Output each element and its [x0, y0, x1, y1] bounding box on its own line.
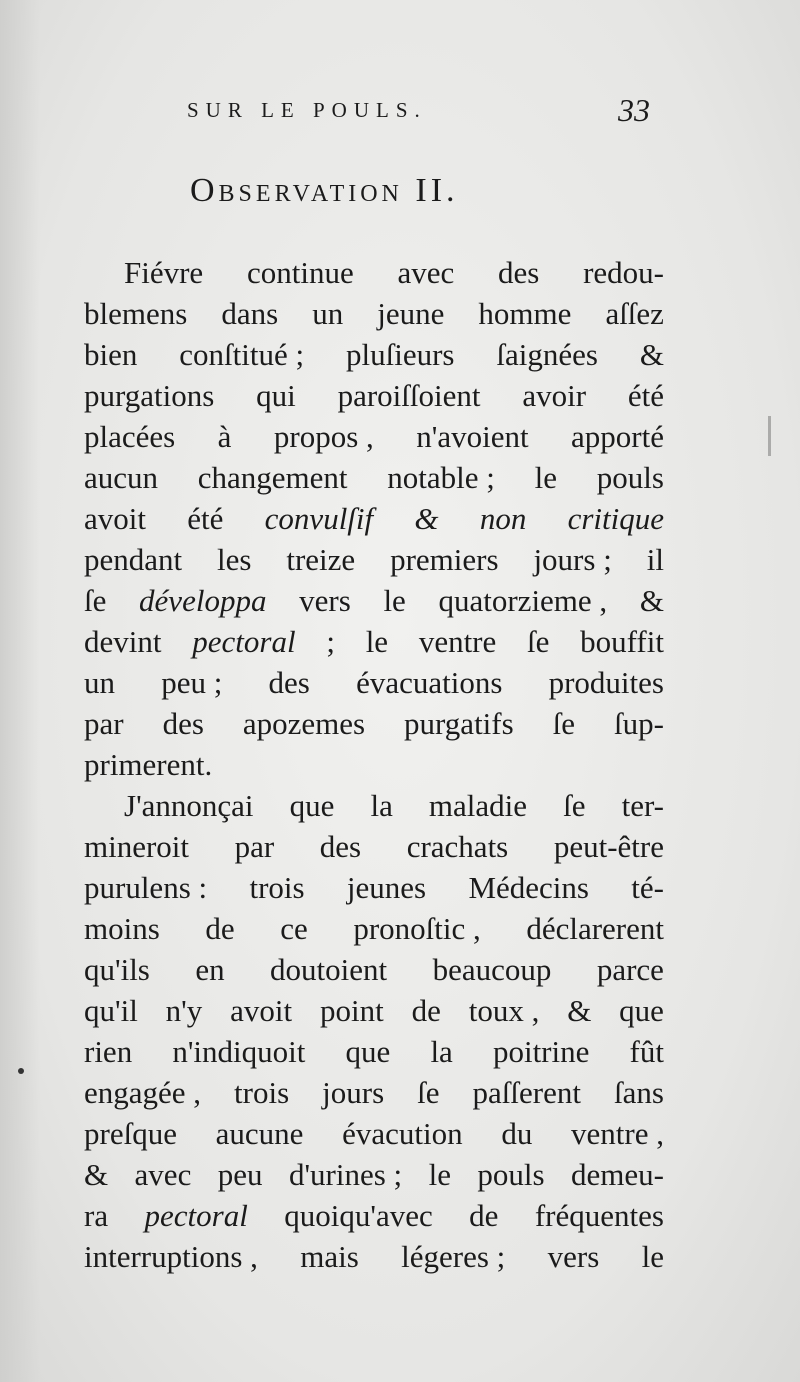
word: ventre	[418, 624, 497, 659]
text-line	[84, 990, 664, 1031]
word: notable ;	[387, 460, 495, 495]
word: qui	[256, 378, 296, 413]
text-line	[84, 498, 664, 539]
word: premiers	[390, 542, 499, 577]
word: évacuations	[356, 665, 503, 700]
word: &	[639, 337, 664, 372]
word: purgatifs	[404, 706, 514, 741]
word: changement	[197, 460, 348, 495]
word: preſque	[84, 1116, 177, 1151]
word: jeunes	[346, 870, 427, 905]
word: trois	[234, 1075, 290, 1110]
body-text	[84, 252, 664, 1277]
word: &	[84, 1157, 109, 1192]
word: apporté	[571, 419, 664, 454]
word: des	[319, 829, 362, 864]
text-line	[84, 785, 664, 826]
word: &	[639, 583, 664, 618]
text-line	[84, 1236, 664, 1277]
word: devint	[84, 624, 162, 659]
word: demeu-	[570, 1157, 664, 1192]
word: engagée ,	[84, 1075, 202, 1110]
text-line	[84, 1195, 664, 1236]
word: trois	[249, 870, 305, 905]
text-line	[84, 457, 664, 498]
word: avec	[397, 255, 455, 290]
word: aſſez	[605, 296, 664, 331]
word: homme	[478, 296, 572, 331]
word: pronoſtic ,	[353, 911, 481, 946]
word: paroiſſoient	[337, 378, 481, 413]
word: apozemes	[242, 706, 366, 741]
word: de	[469, 1198, 499, 1233]
word: vers	[299, 583, 351, 618]
text-line	[84, 826, 664, 867]
word: fréquentes	[534, 1198, 664, 1233]
word: que	[345, 1034, 391, 1069]
word: qu'il	[84, 993, 138, 1028]
word: propos ,	[273, 419, 374, 454]
word: té-	[631, 870, 664, 905]
word: peut-être	[553, 829, 664, 864]
text-line	[84, 744, 664, 785]
word: dans	[221, 296, 279, 331]
word: parce	[596, 952, 664, 987]
text-line	[84, 1113, 664, 1154]
word: mineroit	[84, 829, 190, 864]
word: ſe	[563, 788, 586, 823]
word: développa	[139, 583, 267, 618]
word: ſup-	[614, 706, 664, 741]
word: que	[619, 993, 664, 1028]
word: treize	[286, 542, 356, 577]
word: continue	[246, 255, 354, 290]
word: le	[534, 460, 558, 495]
text-line	[84, 621, 664, 662]
word: purulens :	[84, 870, 208, 905]
word: convulſif	[264, 501, 374, 536]
text-line	[84, 867, 664, 908]
word: du	[501, 1116, 533, 1151]
word: Médecins	[468, 870, 589, 905]
text-line	[84, 1031, 664, 1072]
word: des	[497, 255, 540, 290]
word: la	[370, 788, 393, 823]
word: produites	[548, 665, 664, 700]
word: quoiqu'avec	[284, 1198, 433, 1233]
word: ;	[326, 624, 335, 659]
word: il	[646, 542, 664, 577]
word: par	[84, 706, 124, 741]
word: ter-	[621, 788, 664, 823]
word: &	[414, 501, 439, 536]
word: en	[195, 952, 225, 987]
text-line	[84, 662, 664, 703]
word: des	[268, 665, 310, 700]
word: pouls	[596, 460, 664, 495]
word: avoir	[522, 378, 587, 413]
word: n'indiquoit	[172, 1034, 306, 1069]
word: primerent.	[84, 747, 213, 782]
word: déclarerent	[526, 911, 664, 946]
word: doutoient	[270, 952, 388, 987]
word: ſans	[614, 1075, 664, 1110]
word: pectoral	[192, 624, 296, 659]
word: ce	[280, 911, 308, 946]
word: bien	[84, 337, 138, 372]
word: conſtitué ;	[179, 337, 305, 372]
word: critique	[567, 501, 664, 536]
page-number: 33	[618, 92, 650, 128]
word: ſe	[527, 624, 550, 659]
word: ſaignées	[496, 337, 598, 372]
word: le	[428, 1157, 451, 1192]
word: à	[217, 419, 232, 454]
word: d'urines ;	[288, 1157, 403, 1192]
text-line	[84, 580, 664, 621]
word: quatorzieme ,	[438, 583, 608, 618]
word: les	[217, 542, 252, 577]
word: été	[627, 378, 664, 413]
word: avec	[134, 1157, 192, 1192]
word: pendant	[84, 542, 183, 577]
word: pluſieurs	[346, 337, 455, 372]
word: été	[187, 501, 224, 536]
word: maladie	[428, 788, 528, 823]
word: des	[162, 706, 204, 741]
word: pouls	[477, 1157, 545, 1192]
section-title: Observation II.	[190, 172, 459, 209]
text-line	[84, 375, 664, 416]
margin-mark	[768, 416, 771, 456]
word: ſe	[84, 583, 107, 618]
word: paſſerent	[472, 1075, 581, 1110]
word: pectoral	[144, 1198, 248, 1233]
word: poitrine	[492, 1034, 590, 1069]
word: bouffit	[580, 624, 664, 659]
word: aucune	[215, 1116, 304, 1151]
word: jours ;	[533, 542, 612, 577]
word: toux ,	[468, 993, 540, 1028]
word: légeres ;	[401, 1239, 506, 1274]
word: mais	[300, 1239, 359, 1274]
word: beaucoup	[432, 952, 552, 987]
text-line	[84, 252, 664, 293]
text-line	[84, 949, 664, 990]
word: n'avoient	[416, 419, 529, 454]
word: peu	[217, 1157, 263, 1192]
word: &	[567, 993, 592, 1028]
word: ventre ,	[571, 1116, 664, 1151]
word: rien	[84, 1034, 133, 1069]
text-line	[84, 539, 664, 580]
word: fût	[629, 1034, 664, 1069]
word: point	[319, 993, 384, 1028]
running-title: SUR LE POULS.	[187, 98, 427, 122]
text-line	[84, 1072, 664, 1113]
word: non	[479, 501, 527, 536]
word: redou-	[583, 255, 664, 290]
word: ſe	[417, 1075, 440, 1110]
word: J'annonçai	[124, 788, 254, 823]
word: crachats	[406, 829, 509, 864]
word: blemens	[84, 296, 188, 331]
word: n'y	[165, 993, 203, 1028]
text-line	[84, 293, 664, 334]
text-line	[84, 334, 664, 375]
word: purgations	[84, 378, 215, 413]
text-line	[84, 703, 664, 744]
text-line	[84, 1154, 664, 1195]
word: interruptions ,	[84, 1239, 258, 1274]
word: que	[289, 788, 335, 823]
word: le	[383, 583, 406, 618]
word: par	[234, 829, 275, 864]
word: moins	[84, 911, 160, 946]
word: le	[641, 1239, 664, 1274]
margin-ink-dot	[18, 1068, 24, 1074]
word: jeune	[377, 296, 445, 331]
word: avoit	[230, 993, 293, 1028]
word: évacution	[342, 1116, 463, 1151]
word: qu'ils	[84, 952, 150, 987]
text-line	[84, 416, 664, 457]
word: vers	[547, 1239, 600, 1274]
word: ra	[84, 1198, 109, 1233]
word: jours	[322, 1075, 385, 1110]
text-line	[84, 908, 664, 949]
page-gutter-shadow	[0, 0, 40, 1382]
word: placées	[84, 419, 176, 454]
word: la	[430, 1034, 453, 1069]
word: le	[365, 624, 389, 659]
word: avoit	[84, 501, 146, 536]
word: peu ;	[161, 665, 223, 700]
word: de	[411, 993, 441, 1028]
word: un	[312, 296, 344, 331]
word: ſe	[552, 706, 576, 741]
word: aucun	[84, 460, 159, 495]
word: un	[84, 665, 115, 700]
word: Fiévre	[124, 255, 204, 290]
word: de	[205, 911, 235, 946]
